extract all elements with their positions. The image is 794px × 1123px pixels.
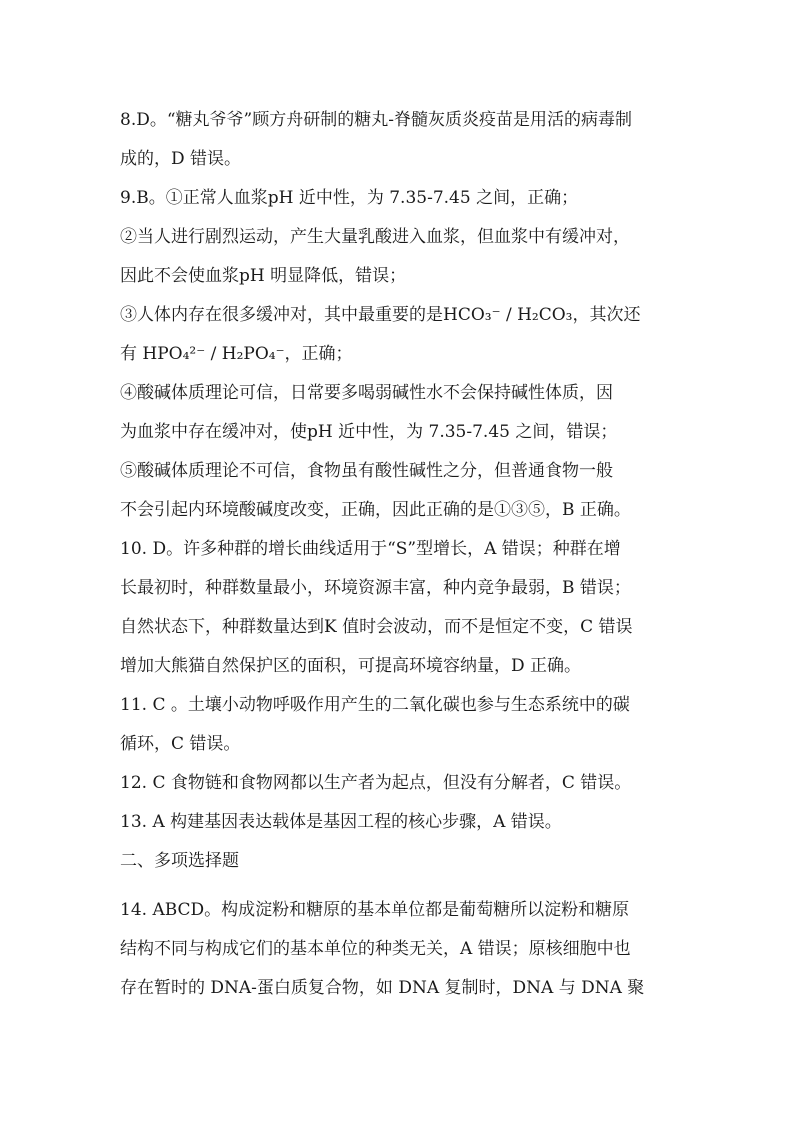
answer-9-item-2-line-2: 因此不会使血浆pH 明显降低，错误；: [120, 266, 407, 286]
answer-9-line-1: 9.B。①正常人血浆pH 近中性，为 7.35-7.45 之间，正确；: [120, 188, 579, 208]
answer-9-item-5-line-2: 不会引起内环境酸碱度改变，正确，因此正确的是①③⑤，B 正确。: [120, 500, 631, 520]
answer-10-line-2: 长最初时，种群数量最小，环境资源丰富，种内竞争最弱，B 错误；: [120, 578, 631, 598]
section-heading: 二、多项选择题: [120, 851, 239, 871]
answer-8-line-1: 8.D。“糖丸爷爷”顾方舟研制的糖丸-脊髓灰质炎疫苗是用活的病毒制: [120, 110, 632, 130]
answer-8-line-2: 成的，D 错误。: [120, 149, 242, 169]
answer-14-line-1: 14. ABCD。构成淀粉和糖原的基本单位都是葡萄糖所以淀粉和糖原: [120, 900, 630, 920]
answer-13-line: 13. A 构建基因表达载体是基因工程的核心步骤，A 错误。: [120, 812, 562, 832]
answer-9-item-3-line-1: ③人体内存在很多缓冲对，其中最重要的是HCO₃⁻ / H₂CO₃，其次还: [120, 305, 641, 325]
answer-9-item-5-line-1: ⑤酸碱体质理论不可信，食物虽有酸性碱性之分，但普通食物一般: [120, 461, 613, 481]
answer-11-line-1: 11. C 。土壤小动物呼吸作用产生的二氧化碳也参与生态系统中的碳: [120, 695, 630, 715]
answer-9-item-3-line-2: 有 HPO₄²⁻ / H₂PO₄⁻，正确；: [120, 344, 353, 364]
answer-10-line-1: 10. D。许多种群的增长曲线适用于“S”型增长，A 错误；种群在增: [120, 539, 621, 559]
answer-10-line-4: 增加大熊猫自然保护区的面积，可提高环境容纳量，D 正确。: [120, 656, 582, 676]
answer-12-line: 12. C 食物链和食物网都以生产者为起点，但没有分解者，C 错误。: [120, 773, 632, 793]
answer-11-line-2: 循环，C 错误。: [120, 734, 241, 754]
answer-9-item-2-line-1: ②当人进行剧烈运动，产生大量乳酸进入血浆，但血浆中有缓冲对，: [120, 227, 630, 247]
answer-14-line-3: 存在暂时的 DNA-蛋白质复合物，如 DNA 复制时，DNA 与 DNA 聚: [120, 978, 645, 998]
answer-14-line-2: 结构不同与构成它们的基本单位的种类无关，A 错误；原核细胞中也: [120, 939, 631, 959]
answer-9-item-4-line-2: 为血浆中存在缓冲对，使pH 近中性，为 7.35-7.45 之间，错误；: [120, 422, 618, 442]
answer-9-item-4-line-1: ④酸碱体质理论可信，日常要多喝弱碱性水不会保持碱性体质，因: [120, 383, 613, 403]
answer-10-line-3: 自然状态下，种群数量达到K 值时会波动，而不是恒定不变，C 错误: [120, 617, 633, 637]
